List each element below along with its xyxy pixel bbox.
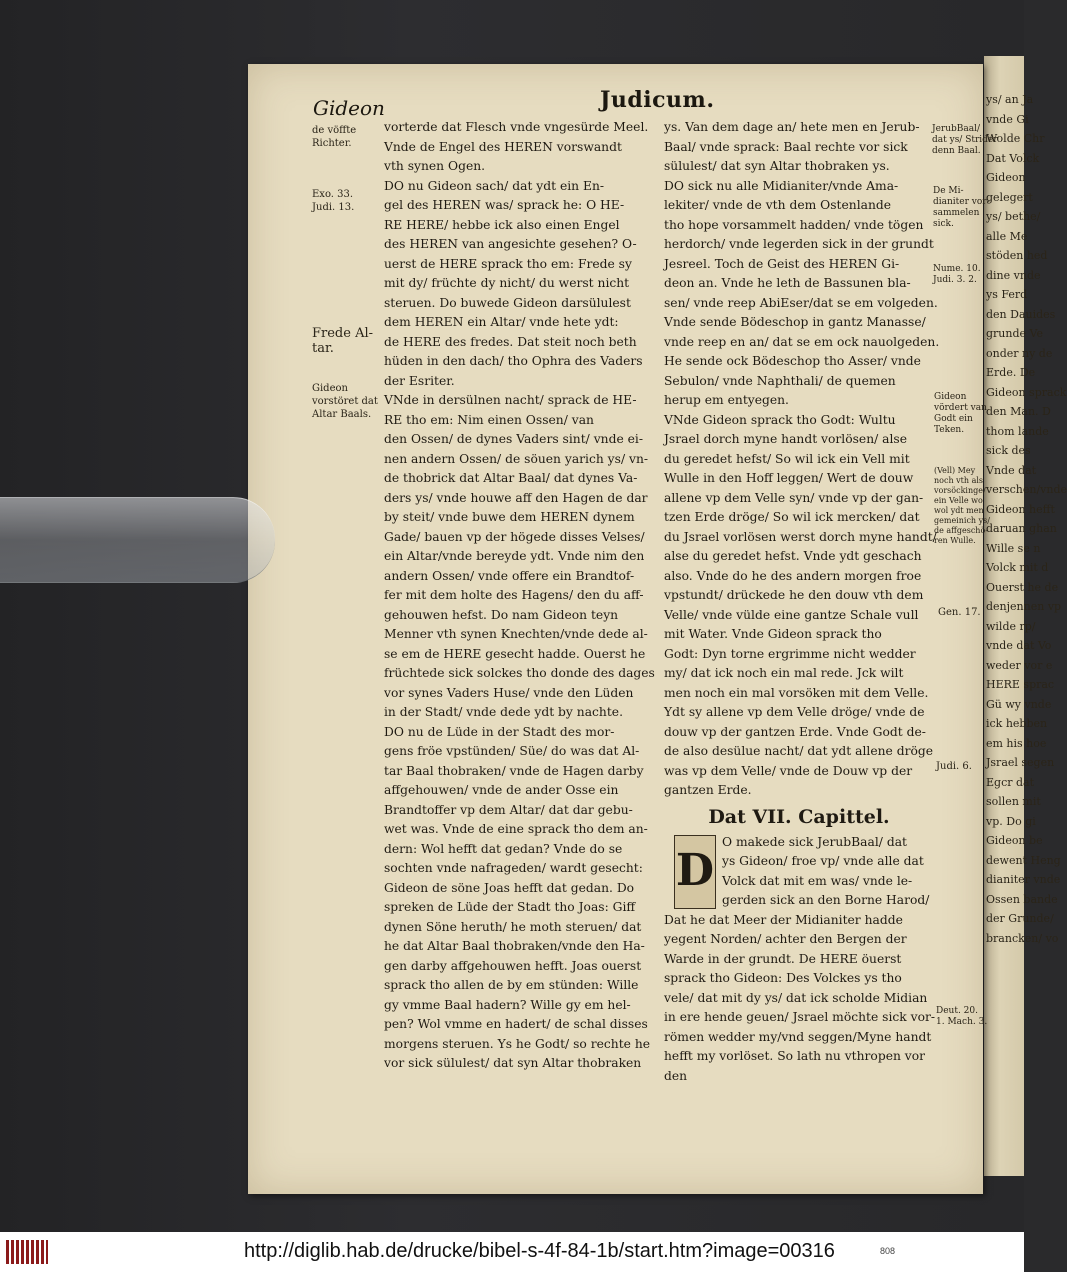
margin-note-line: Nume. 10. — [933, 264, 981, 274]
text-line: dem HEREN ein Altar/ vnde hete ydt: — [384, 315, 619, 329]
text-line: O makede sick JerubBaal/ dat — [722, 834, 907, 849]
text-line: dern: Wol hefft dat gedan? Vnde do se — [384, 841, 623, 856]
text-line: sprack tho allen de by em stünden: Wille — [384, 978, 639, 992]
text-line: der Esriter. — [384, 373, 455, 388]
margin-note-line: Judi. 6. — [936, 761, 972, 772]
facing-page-text — [984, 56, 1067, 948]
facing-page-line: den Dauides — [986, 307, 1056, 321]
margin-note-line: Teken. — [934, 425, 965, 435]
facing-page-line: dine vnde — [986, 268, 1041, 282]
text-line: he dat Altar Baal thobraken/vnde den Ha- — [384, 939, 645, 953]
text-line: gel des HEREN was/ sprack he: O HE- — [384, 198, 625, 212]
text-line: VNde Gideon sprack tho Godt: Wultu — [664, 412, 896, 427]
facing-page-line: Ossen bande — [986, 892, 1058, 906]
facing-page-line: stöden hed — [986, 249, 1048, 262]
margin-note-left-1 — [312, 124, 356, 150]
text-line: Jesreel. Toch de Geist des HEREN Gi- — [664, 256, 900, 271]
text-line: den Ossen/ de dynes Vaders sint/ vnde ei- — [384, 432, 643, 446]
text-line: mit Water. Vnde Gideon sprack tho — [664, 627, 882, 641]
facing-page-line: denjennen vp — [986, 600, 1062, 613]
text-line: römen wedder my/vnd seggen/Myne handt — [664, 1029, 932, 1044]
text-line: de thobrick dat Altar Baal/ dat dynes Va- — [384, 471, 638, 485]
text-line: andern Ossen/ vnde offere ein Brandtof- — [384, 568, 635, 583]
text-line: Baal/ vnde sprack: Baal rechte vor sick — [664, 139, 908, 154]
text-column-right — [664, 118, 940, 1086]
text-line: du geredet hefst/ So wil ick ein Vell mit — [664, 451, 910, 466]
facing-page-line: Wolde Chr — [986, 132, 1045, 145]
text-line: also. Vnde do he des andern morgen froe — [664, 568, 922, 583]
margin-note-left-3 — [312, 326, 373, 356]
margin-note-line: Judi. 13. — [312, 202, 355, 213]
text-line: de HERE des fredes. Dat steit noch beth — [384, 334, 637, 349]
text-line: Vnde de Engel des HEREN vorswandt — [384, 139, 622, 154]
facing-page-line: Gideon hefft — [986, 502, 1055, 516]
text-line: Sebulon/ vnde Naphthali/ de quemen — [664, 373, 896, 388]
page-clip — [0, 497, 275, 583]
margin-note-right-7 — [936, 760, 972, 773]
text-line: Menner vth synen Knechten/vnde dede al- — [384, 627, 648, 641]
text-line: den — [664, 1068, 688, 1083]
text-line: lekiter/ vnde de vth dem Ostenlande — [664, 198, 892, 212]
text-line: vth synen Ogen. — [384, 159, 486, 173]
facing-page-line: daruan ghan — [986, 522, 1057, 535]
facing-page-line: den Man. D — [986, 405, 1051, 418]
margin-note-line: ren Wulle. — [934, 536, 976, 545]
facing-page-line: sick des — [986, 444, 1031, 457]
margin-note-right-6 — [938, 606, 981, 619]
facing-page-line: thom lande — [986, 424, 1049, 438]
text-line: Jsrael dorch myne handt vorlösen/ alse — [664, 432, 908, 446]
text-line: steruen. Do buwede Gideon darsülulest — [384, 295, 631, 310]
library-logo-icon — [6, 1240, 48, 1264]
text-column-right-bottom — [664, 911, 934, 1087]
text-line: gerden sick an den Borne Harod/ — [722, 893, 930, 907]
margin-note-line: noch vth als — [934, 476, 984, 485]
margin-note-line: JerubBaal/ — [932, 124, 981, 134]
text-line: deon an. Vnde he leth de Bassunen bla- — [664, 276, 911, 290]
margin-note-right-8 — [936, 1006, 987, 1028]
facing-page-line: ys/ bethe/ — [986, 210, 1041, 223]
text-line: fer mit dem holte des Hagens/ den du aff- — [384, 588, 644, 602]
text-line: vor synes Vaders Huse/ vnde den Lüden — [384, 685, 634, 700]
margin-note-line: Deut. 20. — [936, 1006, 978, 1016]
text-line: Gade/ bauen vp der högede disses Velses/ — [384, 529, 645, 544]
text-line: tar Baal thobraken/ vnde de Hagen darby — [384, 763, 644, 778]
text-line: pen? Wol vmme en hadert/ de schal disses — [384, 1017, 648, 1031]
margin-note-line: Godt ein — [934, 414, 973, 424]
facing-page-line: HERE sprac — [986, 678, 1055, 691]
text-line: gehouwen hefst. Do nam Gideon teyn — [384, 607, 619, 622]
facing-page-line: vnde dat Vo — [986, 639, 1052, 652]
margin-note-line: 1. Mach. 3. — [936, 1017, 988, 1027]
margin-note-right-2 — [933, 186, 990, 230]
text-line: sprack tho Gideon: Des Volckes ys tho — [664, 971, 902, 985]
running-head-left: Gideon — [313, 96, 385, 120]
text-line: Godt: Dyn torne ergrimme nicht wedder — [664, 646, 916, 661]
margin-note-left-4 — [312, 382, 378, 421]
text-line: gy vmme Baal hadern? Wille gy em hel- — [384, 997, 631, 1012]
text-line: mit dy/ früchte dy nicht/ du werst nicht — [384, 276, 630, 290]
margin-note-line: tar. — [312, 341, 334, 356]
margin-note-right-5 — [934, 466, 990, 546]
text-line: sochten vnde nafrageden/ wardt gesecht: — [384, 861, 643, 875]
margin-note-line: gemeinich ys/ — [934, 516, 990, 525]
text-line: RE HERE/ hebbe ick also einen Engel — [384, 217, 620, 232]
text-line: sen/ vnde reep AbiEser/dat se em volgeden. — [664, 295, 938, 310]
text-line: vor sick sülulest/ dat syn Altar thobraken — [384, 1056, 642, 1070]
facing-page-line: Volck mit d — [986, 561, 1049, 574]
text-line: douw vp der gantzen Erde. Vnde Godt de- — [664, 724, 926, 739]
text-line: RE tho em: Nim einen Ossen/ van — [384, 412, 594, 427]
text-line: dynen Söne heruth/ he moth steruen/ dat — [384, 919, 642, 934]
chapter-heading: Dat VII. Capittel. — [708, 805, 890, 828]
text-line: nen andern Ossen/ de söuen yarich ys/ vn- — [384, 451, 649, 466]
text-line: vorterde dat Flesch vnde vngesürde Meel. — [384, 120, 649, 134]
text-line: allene vp dem Velle syn/ vnde vp der gan- — [664, 490, 924, 505]
text-line: affgehouwen/ vnde de ander Osse ein — [384, 783, 619, 797]
margin-note-line: sammelen — [933, 208, 980, 218]
text-line: Velle/ vnde vülde eine gantze Schale vull — [664, 607, 919, 622]
text-line: ein Altar/vnde bereyde ydt. Vnde nim den — [384, 549, 645, 563]
facing-page-line: Gü wy vnde — [986, 697, 1052, 711]
text-line: Volck dat mit em was/ vnde le- — [722, 873, 913, 888]
margin-note-line: Exo. 33. — [312, 189, 354, 200]
chapter-opening — [664, 833, 934, 911]
page-marker: 808 — [880, 1246, 896, 1256]
facing-page-line: gelegert — [986, 190, 1033, 204]
margin-note-right-1 — [932, 124, 998, 157]
facing-page-edge — [984, 56, 1067, 1176]
margin-note-line: Altar Baals. — [312, 409, 372, 420]
margin-note-line: de vöffte — [312, 125, 357, 136]
text-line: ys Gideon/ froe vp/ vnde alle dat — [722, 854, 924, 868]
text-line: Warde in der grundt. De HERE öuerst — [664, 951, 902, 966]
text-line: ders ys/ vnde houwe aff den Hagen de dar — [384, 490, 648, 505]
text-line: vnde reep en an/ dat se em ock nauolgeden. — [664, 334, 940, 349]
facing-page-line: dewent Heng — [986, 853, 1061, 867]
margin-note-line: dat ys/ Strider — [932, 135, 998, 145]
text-line: vele/ dat mit dy ys/ dat ick scholde Midian — [664, 990, 928, 1005]
facing-page-line: Wille se n — [986, 541, 1041, 555]
text-line: du Jsrael vorlösen werst dorch myne handt/ — [664, 529, 937, 544]
text-line: my/ dat ick noch ein mal rede. Jck wilt — [664, 666, 904, 680]
text-line: se em de HERE gesecht hadde. Ouerst he — [384, 646, 646, 661]
text-line: VNde in dersülnen nacht/ sprack de HE- — [384, 393, 637, 407]
text-line: de also desülue nacht/ dat ydt allene dröge — [664, 744, 934, 758]
facing-page-line: der Grunde/ — [986, 912, 1054, 925]
margin-note-line: Gideon — [312, 383, 348, 394]
text-line: tzen Erde dröge/ So wil ick mercken/ dat — [664, 510, 920, 524]
text-line: by steit/ vnde buwe dem HEREN dynem — [384, 510, 635, 524]
facing-page-line: Egcr dat — [986, 775, 1035, 789]
text-line: Vnde sende Bödeschop in gantz Manasse/ — [664, 315, 926, 329]
facing-page-line: grunde Ve — [986, 327, 1043, 340]
margin-note-line: dianiter vor- — [933, 197, 990, 207]
running-head-title: Judicum. — [600, 87, 715, 113]
margin-note-line: (Vell) Mey — [934, 466, 976, 475]
margin-note-line: Richter. — [312, 138, 352, 149]
text-line: DO nu Gideon sach/ dat ydt ein En- — [384, 178, 605, 193]
facing-page-line: vp. Do gi — [986, 814, 1036, 828]
margin-note-line: De Mi- — [933, 186, 964, 196]
facing-page-line: dianiter vnde — [986, 873, 1061, 886]
text-line: morgens steruen. Ys he Godt/ so rechte he — [384, 1036, 651, 1051]
source-url-link[interactable]: http://diglib.hab.de/drucke/bibel-s-4f-84-1b/start.htm?image=00316 — [244, 1240, 835, 1262]
text-line: He sende ock Bödeschop tho Asser/ vnde — [664, 354, 921, 368]
margin-note-line: vorsöckinge/ — [934, 486, 986, 495]
facing-page-line: Gideon — [986, 171, 1026, 184]
text-line: was vp dem Velle/ vnde de Douw vp der — [664, 763, 913, 778]
text-line: herup em entyegen. — [664, 393, 789, 407]
text-line: DO nu de Lüde in der Stadt des mor- — [384, 724, 615, 739]
text-line: in ere hende geuen/ Jsrael möchte sick vor- — [664, 1010, 936, 1024]
text-line: gen darby affgehouwen hefft. Joas ouerst — [384, 958, 642, 973]
facing-page-line: sollen mit — [986, 795, 1041, 808]
text-line: in der Stadt/ vnde dede ydt by nachte. — [384, 705, 623, 719]
text-line: vpstundt/ drückede he den douw vth dem — [664, 588, 924, 602]
facing-page-line: Erde. De — [986, 366, 1036, 379]
text-line: hüden in den dach/ tho Ophra des Vaders — [384, 354, 643, 368]
margin-note-line: de affgeschö- — [934, 526, 988, 535]
facing-page-line: Gideon be — [986, 834, 1043, 847]
margin-note-line: Gideon — [934, 392, 967, 402]
text-line: men noch ein mal vorsöken mit dem Velle. — [664, 685, 929, 700]
facing-page-line: weder vor e — [986, 658, 1053, 672]
text-line: gens fröe vpstünden/ Süe/ do was dat Al- — [384, 744, 640, 758]
facing-page-line: ick hebben — [986, 717, 1048, 730]
text-line: Ydt sy allene vp dem Velle dröge/ vnde de — [664, 705, 925, 719]
text-line: uerst de HERE sprack tho em: Frede sy — [384, 256, 632, 271]
margin-note-left-2 — [312, 188, 354, 214]
text-line: spreken de Lüde der Stadt tho Joas: Giff — [384, 900, 636, 914]
text-line: Brandtoffer vp dem Altar/ dat dar gebu- — [384, 802, 633, 817]
facing-page-line: Dat Volck — [986, 151, 1040, 165]
text-line: sülulest/ dat syn Altar thobraken ys. — [664, 159, 890, 173]
text-line: tho hope vorsammelt hadden/ vnde tögen — [664, 217, 924, 232]
margin-note-line: Frede Al- — [312, 326, 374, 341]
text-line: Dat he dat Meer der Midianiter hadde — [664, 912, 903, 927]
margin-note-line: vorstöret dat — [312, 396, 378, 407]
margin-note-line: wol ydt men — [934, 506, 984, 515]
margin-note-line: Judi. 3. 2. — [933, 275, 977, 285]
text-line: herdorch/ vnde legerden sick in der grundt — [664, 237, 934, 251]
text-line: früchtede sick solckes tho donde des dages — [384, 666, 655, 680]
facing-page-line: verschen/vnde — [986, 483, 1067, 496]
margin-note-line: ein Velle wo — [934, 496, 983, 505]
facing-page-line: Ouerst he de — [986, 580, 1059, 594]
decorated-initial: D — [674, 835, 716, 909]
text-line: des HEREN van angesichte gesehen? O- — [384, 237, 637, 251]
text-line: wet was. Vnde de eine sprack tho dem an- — [384, 822, 648, 836]
text-line: gantzen Erde. — [664, 783, 752, 797]
margin-note-right-3 — [933, 264, 981, 286]
facing-page-line: Gideon sprack — [986, 385, 1067, 399]
facing-page-line: ys/ an Ja — [986, 93, 1034, 106]
facing-page-line: ys Ferd — [986, 288, 1028, 301]
margin-note-line: vördert van — [934, 403, 987, 413]
text-line: Wulle in den Hoff leggen/ Wert de douw — [664, 471, 914, 485]
margin-note-line: sick. — [933, 219, 954, 229]
facing-page-line: alle Me — [986, 229, 1028, 243]
facing-page-line: Jsrael segen — [986, 756, 1055, 769]
text-line: hefft my vorlöset. So lath nu vthropen vor — [664, 1049, 926, 1063]
text-line: DO sick nu alle Midianiter/vnde Ama- — [664, 178, 899, 193]
margin-note-line: Gen. 17. — [938, 607, 981, 618]
text-line: alse du geredet hefst. Vnde ydt geschach — [664, 549, 922, 563]
text-column-right-top — [664, 118, 940, 801]
text-column-left — [384, 118, 656, 1074]
facing-page-line: Vnde dat — [986, 463, 1037, 477]
text-line: Gideon de söne Joas hefft dat gedan. Do — [384, 880, 635, 895]
facing-page-line: em his hoe — [986, 736, 1047, 750]
text-line: ys. Van dem dage an/ hete men en Jerub- — [664, 120, 920, 134]
facing-page-line: onder ny de — [986, 346, 1053, 360]
facing-page-line: wilde rp/ — [986, 619, 1036, 633]
text-line: yegent Norden/ achter den Bergen der — [664, 932, 907, 946]
margin-note-right-4 — [934, 392, 987, 436]
facing-page-line: vnde Gi — [986, 112, 1029, 126]
margin-note-line: denn Baal. — [932, 146, 981, 156]
facing-page-line: brancken/ vo — [986, 931, 1059, 945]
